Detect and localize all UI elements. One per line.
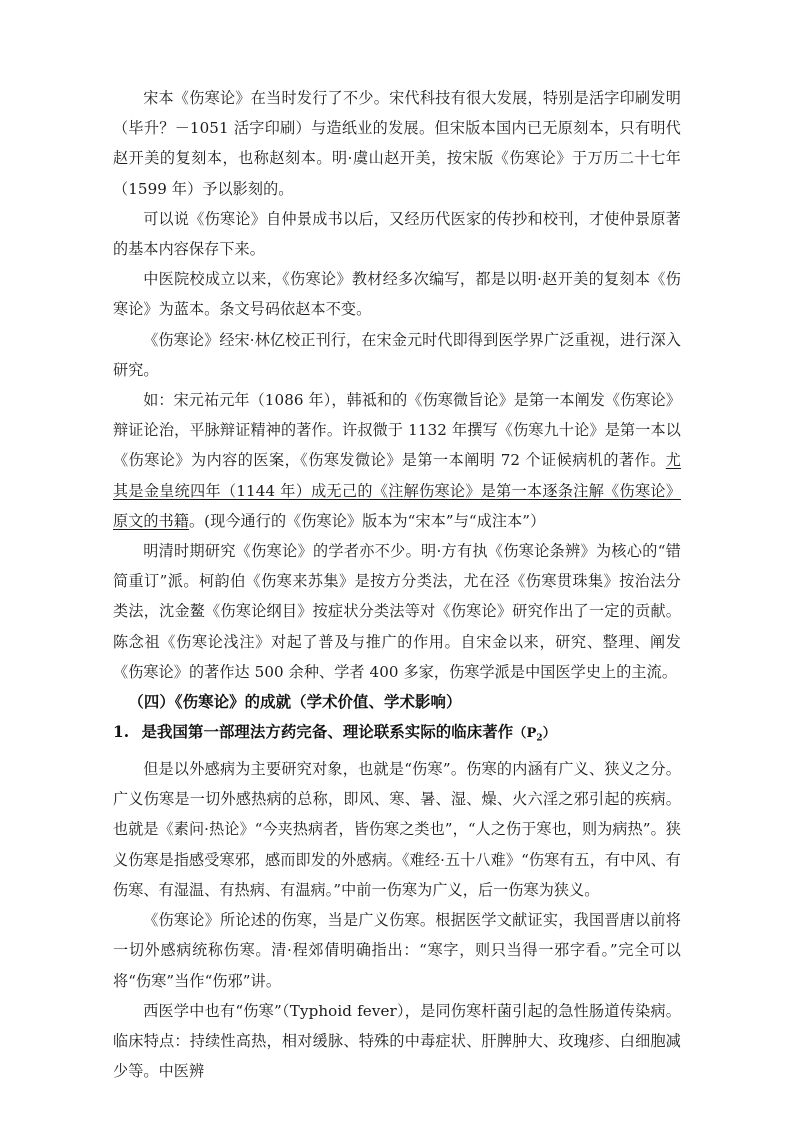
subsection-number: 1. xyxy=(113,723,130,742)
paragraph-8: 《伤寒论》所论述的伤寒，当是广义伤寒。根据医学文献证实，我国晋唐以前将一切外感病统称伤寒。清·程郊倩明确指出：“寒字，则只当得一邪字看。”完全可以将“伤寒”当作“伤邪”讲。 xyxy=(113,911,681,990)
paragraph-9: 西医学中也有“伤寒”（Typhoid fever），是同伤寒杆菌引起的急性肠道传染病。临床特点：持续性高热，相对缓脉、特殊的中毒症状、肝脾肿大、玫瑰疹、白细胞减少等。中医辨 xyxy=(113,1001,681,1081)
document-text-block xyxy=(113,83,681,1086)
paragraph-2: 可以说《伤寒论》自仲景成书以后，又经历代医家的传抄和校刊，才使仲景原著的基本内容保存下来。 xyxy=(113,209,681,259)
subsection-heading-text: 是我国第一部理法方药完备、理论联系实际的临床著作 xyxy=(141,723,514,742)
page-ref-open: （P xyxy=(513,726,537,742)
paragraph-5-with-underline xyxy=(113,385,681,536)
page-ref-subscript: 2 xyxy=(536,733,543,744)
paragraph-5-underlined-segment: 尤其是金皇统四年（1144 年）成无己的《注解伤寒论》是第一本逐条注解《伤寒论》原文的书籍 xyxy=(113,451,681,530)
subsection-page-ref xyxy=(513,726,556,744)
paragraph-5-segment-plain-second: 。(现今通行的《伤寒论》版本为“宋本”与“成注本”） xyxy=(188,511,546,530)
paragraph-5-segment-plain-first: 如：宋元祐元年（1086 年），韩祗和的《伤寒微旨论》是第一本阐发《伤寒论》辩证论治，平脉辩证精神的著作。许叔微于 1132 年撰写《伤寒九十论》是第一本以《伤寒论》为内容的医案，《伤寒发微论》是第一本阐明 72 个证候病机的著作。 xyxy=(113,391,681,470)
paragraph-3: 中医院校成立以来，《伤寒论》教材经多次编写，都是以明·赵开美的复刻本《伤寒论》为蓝本。条文号码依赵本不变。 xyxy=(113,270,681,319)
paragraph-1: 宋本《伤寒论》在当时发行了不少。宋代科技有很大发展，特别是活字印刷发明（毕升？－1051 活字印刷）与造纸业的发展。但宋版本国内已无原刻本，只有明代赵开美的复刻本，也称赵刻本。明·虞山赵开美，按宋版《伤寒论》于万历二十七年（1599 年）予以影刻的。 xyxy=(113,89,681,198)
subsection-heading-1 xyxy=(113,717,681,754)
page-ref-close: ） xyxy=(542,726,556,742)
section-heading-four: （四）《伤寒论》的成就（学术价值、学术影响） xyxy=(128,693,462,712)
paragraph-6: 明清时期研究《伤寒论》的学者亦不少。明·方有执《伤寒论条辨》为核心的“错简重订”派。柯韵伯《伤寒来苏集》是按方分类法，尤在泾《伤寒贯珠集》按治法分类法，沈金鳌《伤寒论纲目》按症状分类法等对《伤寒论》研究作出了一定的贡献。陈念祖《伤寒论浅注》对起了普及与推广的作用。自宋金以来，研究、整理、阐发《伤寒论》的著作达 500 余种、学者 400 多家，伤寒学派是中国医学史上的主流。 xyxy=(113,542,681,681)
paragraph-4: 《伤寒论》经宋·林亿校正刊行，在宋金元时代即得到医学界广泛重视，进行深入研究。 xyxy=(113,330,681,379)
paragraph-7: 但是以外感病为主要研究对象，也就是“伤寒”。伤寒的内涵有广义、狭义之分。广义伤寒是一切外感热病的总称，即风、寒、暑、湿、燥、火六淫之邪引起的疾病。也就是《素问·热论》“今夹热病者，皆伤寒之类也”，“人之伤于寒也，则为病热”。狭义伤寒是指感受寒邪，感而即发的外感病。《难经·五十八难》“伤寒有五，有中风、有伤寒、有湿温、有热病、有温病。”中前一伤寒为广义，后一伤寒为狭义。 xyxy=(113,760,681,899)
